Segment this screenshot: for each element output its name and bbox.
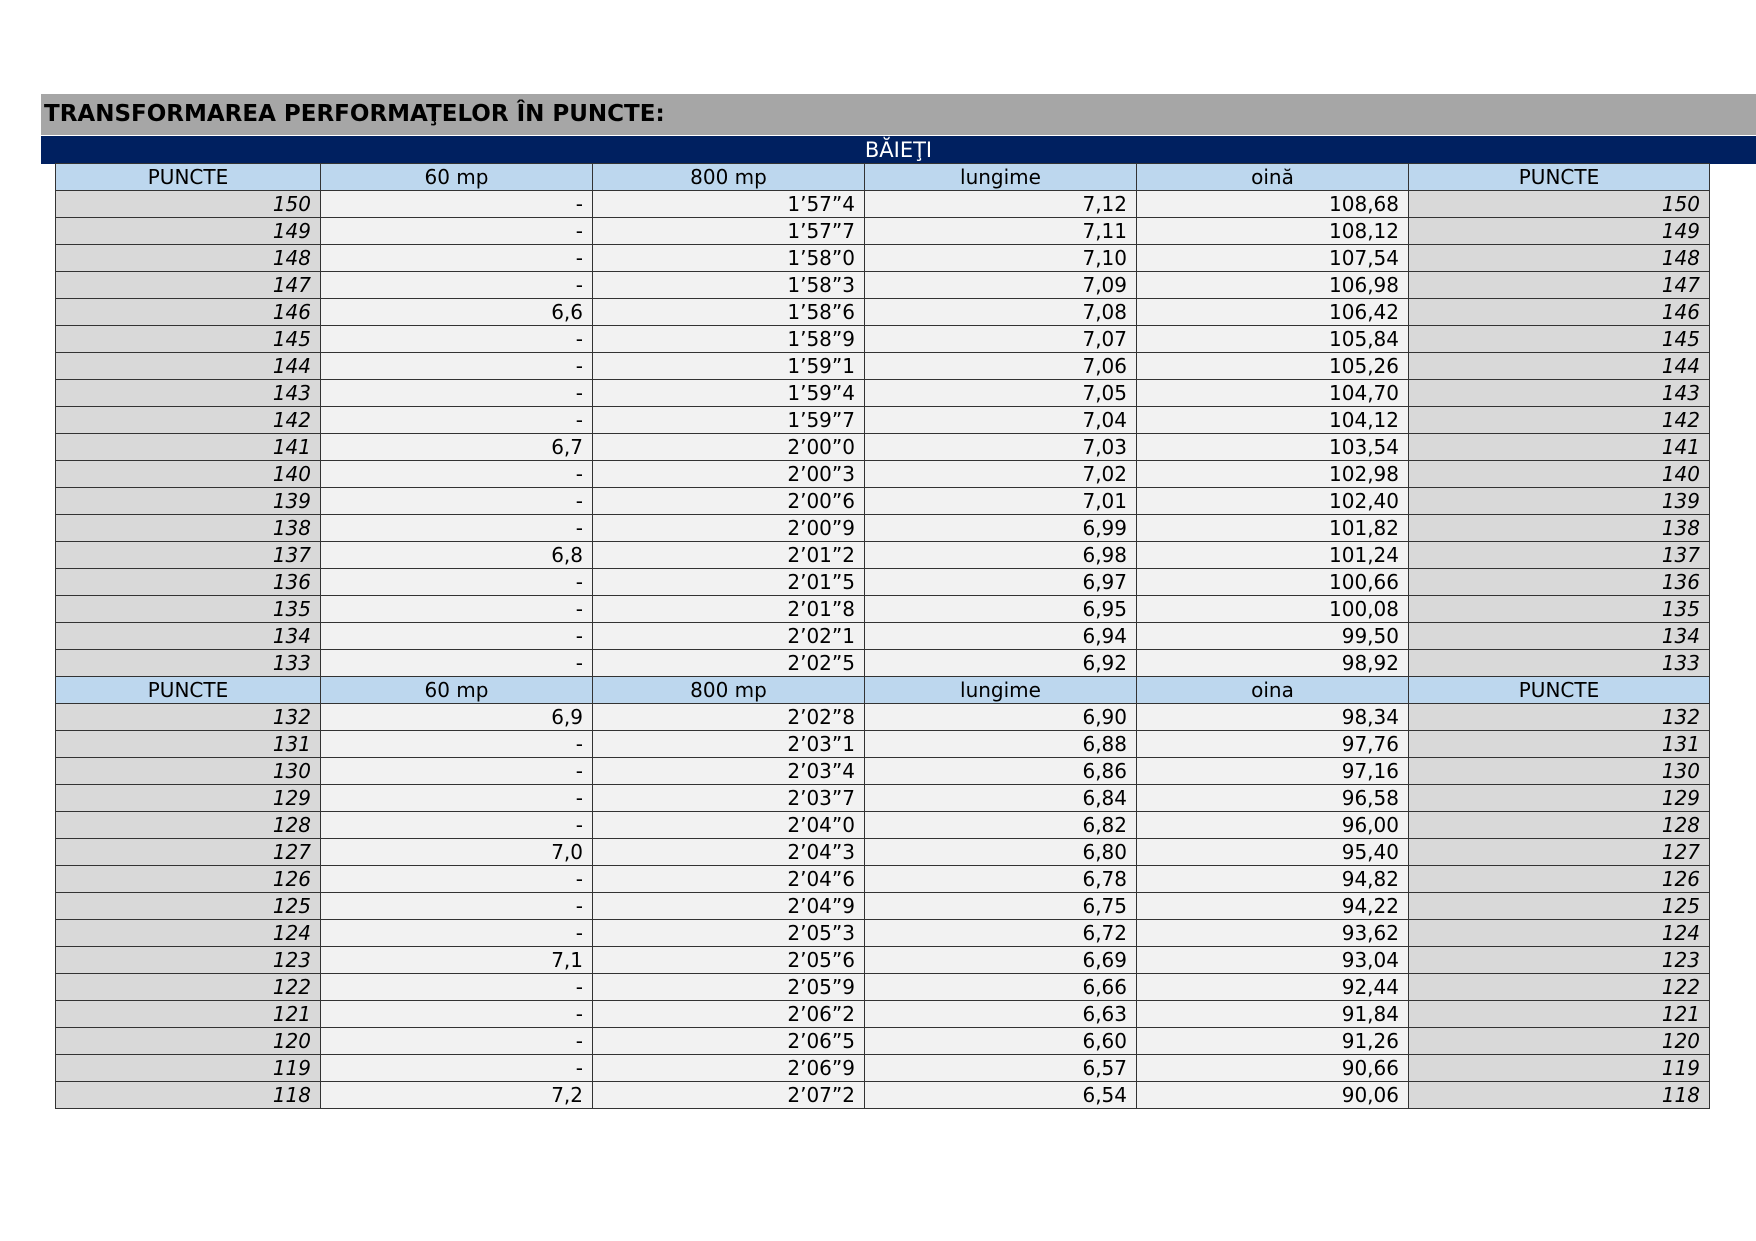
cell-points: 150 xyxy=(56,191,321,218)
cell-oina: 107,54 xyxy=(1137,245,1409,272)
cell-long-jump: 6,80 xyxy=(865,839,1137,866)
cell-800m: 2’06”9 xyxy=(593,1055,865,1082)
cell-points-right: 124 xyxy=(1409,920,1710,947)
cell-oina: 98,92 xyxy=(1137,650,1409,677)
cell-60m: - xyxy=(321,488,593,515)
table-row xyxy=(56,893,1710,920)
table-row xyxy=(56,245,1710,272)
column-header-long-jump: lungime xyxy=(865,677,1137,704)
table-row xyxy=(56,758,1710,785)
cell-800m: 1’58”0 xyxy=(593,245,865,272)
cell-points-right: 135 xyxy=(1409,596,1710,623)
cell-60m: - xyxy=(321,245,593,272)
cell-60m: - xyxy=(321,380,593,407)
cell-oina: 103,54 xyxy=(1137,434,1409,461)
cell-points-right: 139 xyxy=(1409,488,1710,515)
cell-60m: - xyxy=(321,812,593,839)
column-header-60m: 60 mp xyxy=(321,164,593,191)
cell-long-jump: 6,78 xyxy=(865,866,1137,893)
table-row xyxy=(56,515,1710,542)
cell-oina: 101,24 xyxy=(1137,542,1409,569)
cell-long-jump: 6,88 xyxy=(865,731,1137,758)
cell-points: 119 xyxy=(56,1055,321,1082)
cell-points-right: 122 xyxy=(1409,974,1710,1001)
cell-oina: 95,40 xyxy=(1137,839,1409,866)
table-row xyxy=(56,704,1710,731)
points-table xyxy=(55,163,1710,1109)
cell-60m: - xyxy=(321,569,593,596)
table-row xyxy=(56,1028,1710,1055)
table-row xyxy=(56,218,1710,245)
table-row xyxy=(56,191,1710,218)
table-row xyxy=(56,650,1710,677)
table-row xyxy=(56,272,1710,299)
cell-points-right: 123 xyxy=(1409,947,1710,974)
cell-points-right: 148 xyxy=(1409,245,1710,272)
cell-points-right: 130 xyxy=(1409,758,1710,785)
cell-800m: 2’02”5 xyxy=(593,650,865,677)
cell-800m: 2’02”8 xyxy=(593,704,865,731)
cell-60m: 6,8 xyxy=(321,542,593,569)
cell-points-right: 128 xyxy=(1409,812,1710,839)
cell-800m: 2’04”9 xyxy=(593,893,865,920)
cell-long-jump: 6,54 xyxy=(865,1082,1137,1109)
cell-long-jump: 6,66 xyxy=(865,974,1137,1001)
page-title: TRANSFORMAREA PERFORMAŢELOR ÎN PUNCTE: xyxy=(41,94,1756,135)
column-header-60m: 60 mp xyxy=(321,677,593,704)
cell-60m: 7,2 xyxy=(321,1082,593,1109)
cell-points: 125 xyxy=(56,893,321,920)
cell-points: 126 xyxy=(56,866,321,893)
cell-points: 147 xyxy=(56,272,321,299)
table-row xyxy=(56,866,1710,893)
column-header-points-right: PUNCTE xyxy=(1409,677,1710,704)
cell-oina: 100,08 xyxy=(1137,596,1409,623)
cell-long-jump: 7,08 xyxy=(865,299,1137,326)
cell-800m: 2’05”6 xyxy=(593,947,865,974)
cell-long-jump: 6,94 xyxy=(865,623,1137,650)
cell-points: 122 xyxy=(56,974,321,1001)
cell-points-right: 125 xyxy=(1409,893,1710,920)
cell-points: 118 xyxy=(56,1082,321,1109)
cell-long-jump: 7,01 xyxy=(865,488,1137,515)
cell-60m: 7,1 xyxy=(321,947,593,974)
cell-points: 139 xyxy=(56,488,321,515)
cell-oina: 94,82 xyxy=(1137,866,1409,893)
cell-points: 136 xyxy=(56,569,321,596)
cell-oina: 101,82 xyxy=(1137,515,1409,542)
cell-long-jump: 7,06 xyxy=(865,353,1137,380)
cell-points-right: 143 xyxy=(1409,380,1710,407)
cell-points: 148 xyxy=(56,245,321,272)
cell-points: 132 xyxy=(56,704,321,731)
column-header-800m: 800 mp xyxy=(593,164,865,191)
cell-60m: - xyxy=(321,758,593,785)
cell-60m: - xyxy=(321,353,593,380)
cell-800m: 2’04”3 xyxy=(593,839,865,866)
cell-long-jump: 6,82 xyxy=(865,812,1137,839)
cell-points-right: 146 xyxy=(1409,299,1710,326)
cell-long-jump: 6,60 xyxy=(865,1028,1137,1055)
cell-points-right: 126 xyxy=(1409,866,1710,893)
table-row xyxy=(56,623,1710,650)
cell-800m: 2’03”1 xyxy=(593,731,865,758)
cell-60m: - xyxy=(321,974,593,1001)
column-header-points: PUNCTE xyxy=(56,677,321,704)
cell-oina: 108,12 xyxy=(1137,218,1409,245)
table-row xyxy=(56,839,1710,866)
cell-long-jump: 6,92 xyxy=(865,650,1137,677)
cell-800m: 2’06”5 xyxy=(593,1028,865,1055)
cell-60m: 6,7 xyxy=(321,434,593,461)
cell-points-right: 121 xyxy=(1409,1001,1710,1028)
cell-oina: 104,12 xyxy=(1137,407,1409,434)
table-row xyxy=(56,380,1710,407)
table-row xyxy=(56,596,1710,623)
cell-oina: 97,76 xyxy=(1137,731,1409,758)
cell-800m: 2’06”2 xyxy=(593,1001,865,1028)
cell-long-jump: 7,11 xyxy=(865,218,1137,245)
cell-long-jump: 6,75 xyxy=(865,893,1137,920)
cell-points: 121 xyxy=(56,1001,321,1028)
cell-long-jump: 6,63 xyxy=(865,1001,1137,1028)
cell-long-jump: 6,57 xyxy=(865,1055,1137,1082)
cell-800m: 1’58”6 xyxy=(593,299,865,326)
cell-60m: - xyxy=(321,326,593,353)
cell-points-right: 137 xyxy=(1409,542,1710,569)
table-row xyxy=(56,1082,1710,1109)
cell-points: 124 xyxy=(56,920,321,947)
cell-points: 130 xyxy=(56,758,321,785)
cell-60m: 6,6 xyxy=(321,299,593,326)
cell-points-right: 138 xyxy=(1409,515,1710,542)
table-row xyxy=(56,920,1710,947)
cell-long-jump: 6,72 xyxy=(865,920,1137,947)
cell-oina: 92,44 xyxy=(1137,974,1409,1001)
column-header-points: PUNCTE xyxy=(56,164,321,191)
cell-oina: 97,16 xyxy=(1137,758,1409,785)
cell-oina: 93,62 xyxy=(1137,920,1409,947)
table-header-row xyxy=(56,677,1710,704)
cell-60m: 6,9 xyxy=(321,704,593,731)
cell-oina: 106,42 xyxy=(1137,299,1409,326)
cell-points-right: 133 xyxy=(1409,650,1710,677)
cell-points: 149 xyxy=(56,218,321,245)
cell-800m: 2’04”0 xyxy=(593,812,865,839)
cell-800m: 2’00”6 xyxy=(593,488,865,515)
cell-800m: 2’00”0 xyxy=(593,434,865,461)
cell-long-jump: 6,97 xyxy=(865,569,1137,596)
cell-long-jump: 6,90 xyxy=(865,704,1137,731)
table-row xyxy=(56,542,1710,569)
cell-long-jump: 7,04 xyxy=(865,407,1137,434)
cell-oina: 105,26 xyxy=(1137,353,1409,380)
cell-points: 123 xyxy=(56,947,321,974)
table-row xyxy=(56,812,1710,839)
cell-points: 143 xyxy=(56,380,321,407)
cell-long-jump: 6,95 xyxy=(865,596,1137,623)
cell-points: 144 xyxy=(56,353,321,380)
cell-points: 127 xyxy=(56,839,321,866)
cell-oina: 102,40 xyxy=(1137,488,1409,515)
cell-points-right: 131 xyxy=(1409,731,1710,758)
cell-800m: 1’59”4 xyxy=(593,380,865,407)
cell-points-right: 120 xyxy=(1409,1028,1710,1055)
table-row xyxy=(56,785,1710,812)
cell-long-jump: 6,69 xyxy=(865,947,1137,974)
cell-60m: - xyxy=(321,920,593,947)
table-row xyxy=(56,299,1710,326)
cell-points-right: 118 xyxy=(1409,1082,1710,1109)
cell-800m: 2’00”9 xyxy=(593,515,865,542)
points-table-body xyxy=(56,164,1710,1109)
cell-points-right: 147 xyxy=(1409,272,1710,299)
cell-60m: - xyxy=(321,893,593,920)
cell-points: 129 xyxy=(56,785,321,812)
cell-points: 141 xyxy=(56,434,321,461)
cell-60m: - xyxy=(321,191,593,218)
cell-points-right: 129 xyxy=(1409,785,1710,812)
column-header-long-jump: lungime xyxy=(865,164,1137,191)
table-row xyxy=(56,1001,1710,1028)
cell-60m: - xyxy=(321,1055,593,1082)
cell-points: 137 xyxy=(56,542,321,569)
table-row xyxy=(56,1055,1710,1082)
cell-oina: 91,84 xyxy=(1137,1001,1409,1028)
cell-points: 120 xyxy=(56,1028,321,1055)
column-header-800m: 800 mp xyxy=(593,677,865,704)
cell-800m: 1’58”9 xyxy=(593,326,865,353)
column-header-oina: oină xyxy=(1137,164,1409,191)
cell-800m: 2’03”4 xyxy=(593,758,865,785)
cell-800m: 2’02”1 xyxy=(593,623,865,650)
cell-oina: 93,04 xyxy=(1137,947,1409,974)
cell-long-jump: 7,05 xyxy=(865,380,1137,407)
cell-points-right: 142 xyxy=(1409,407,1710,434)
cell-oina: 104,70 xyxy=(1137,380,1409,407)
cell-60m: - xyxy=(321,515,593,542)
cell-points: 145 xyxy=(56,326,321,353)
cell-points: 135 xyxy=(56,596,321,623)
cell-800m: 1’58”3 xyxy=(593,272,865,299)
cell-800m: 2’01”8 xyxy=(593,596,865,623)
table-row xyxy=(56,353,1710,380)
cell-long-jump: 7,09 xyxy=(865,272,1137,299)
cell-800m: 1’57”7 xyxy=(593,218,865,245)
cell-points: 131 xyxy=(56,731,321,758)
table-row xyxy=(56,407,1710,434)
cell-800m: 2’01”5 xyxy=(593,569,865,596)
cell-long-jump: 6,99 xyxy=(865,515,1137,542)
cell-800m: 1’59”7 xyxy=(593,407,865,434)
cell-points: 133 xyxy=(56,650,321,677)
cell-800m: 2’03”7 xyxy=(593,785,865,812)
cell-points: 128 xyxy=(56,812,321,839)
cell-60m: 7,0 xyxy=(321,839,593,866)
table-row xyxy=(56,947,1710,974)
cell-points: 146 xyxy=(56,299,321,326)
cell-points-right: 149 xyxy=(1409,218,1710,245)
cell-points-right: 140 xyxy=(1409,461,1710,488)
cell-60m: - xyxy=(321,623,593,650)
cell-oina: 94,22 xyxy=(1137,893,1409,920)
cell-800m: 2’07”2 xyxy=(593,1082,865,1109)
table-row xyxy=(56,974,1710,1001)
section-header-boys: BĂIEŢI xyxy=(41,136,1756,164)
cell-long-jump: 7,07 xyxy=(865,326,1137,353)
cell-points: 142 xyxy=(56,407,321,434)
cell-800m: 2’05”9 xyxy=(593,974,865,1001)
table-row xyxy=(56,488,1710,515)
cell-800m: 1’59”1 xyxy=(593,353,865,380)
cell-oina: 106,98 xyxy=(1137,272,1409,299)
table-row xyxy=(56,569,1710,596)
cell-60m: - xyxy=(321,1001,593,1028)
table-row xyxy=(56,434,1710,461)
cell-800m: 2’04”6 xyxy=(593,866,865,893)
cell-60m: - xyxy=(321,407,593,434)
cell-long-jump: 7,02 xyxy=(865,461,1137,488)
cell-long-jump: 6,98 xyxy=(865,542,1137,569)
cell-points-right: 132 xyxy=(1409,704,1710,731)
cell-points-right: 119 xyxy=(1409,1055,1710,1082)
cell-oina: 90,66 xyxy=(1137,1055,1409,1082)
cell-points-right: 150 xyxy=(1409,191,1710,218)
cell-60m: - xyxy=(321,272,593,299)
table-row xyxy=(56,731,1710,758)
cell-60m: - xyxy=(321,596,593,623)
cell-points: 134 xyxy=(56,623,321,650)
cell-60m: - xyxy=(321,1028,593,1055)
cell-oina: 100,66 xyxy=(1137,569,1409,596)
cell-oina: 91,26 xyxy=(1137,1028,1409,1055)
cell-oina: 96,00 xyxy=(1137,812,1409,839)
cell-long-jump: 6,84 xyxy=(865,785,1137,812)
cell-60m: - xyxy=(321,461,593,488)
cell-60m: - xyxy=(321,785,593,812)
cell-oina: 98,34 xyxy=(1137,704,1409,731)
cell-800m: 2’00”3 xyxy=(593,461,865,488)
cell-points-right: 144 xyxy=(1409,353,1710,380)
cell-long-jump: 7,10 xyxy=(865,245,1137,272)
table-row xyxy=(56,326,1710,353)
cell-oina: 96,58 xyxy=(1137,785,1409,812)
column-header-points-right: PUNCTE xyxy=(1409,164,1710,191)
cell-60m: - xyxy=(321,218,593,245)
cell-oina: 99,50 xyxy=(1137,623,1409,650)
cell-points-right: 145 xyxy=(1409,326,1710,353)
cell-oina: 102,98 xyxy=(1137,461,1409,488)
cell-oina: 90,06 xyxy=(1137,1082,1409,1109)
cell-800m: 1’57”4 xyxy=(593,191,865,218)
cell-points-right: 136 xyxy=(1409,569,1710,596)
table-row xyxy=(56,461,1710,488)
cell-800m: 2’01”2 xyxy=(593,542,865,569)
cell-oina: 108,68 xyxy=(1137,191,1409,218)
cell-points: 138 xyxy=(56,515,321,542)
cell-60m: - xyxy=(321,866,593,893)
column-header-oina: oina xyxy=(1137,677,1409,704)
cell-long-jump: 6,86 xyxy=(865,758,1137,785)
cell-points-right: 127 xyxy=(1409,839,1710,866)
cell-800m: 2’05”3 xyxy=(593,920,865,947)
cell-points: 140 xyxy=(56,461,321,488)
cell-points-right: 141 xyxy=(1409,434,1710,461)
cell-long-jump: 7,12 xyxy=(865,191,1137,218)
cell-points-right: 134 xyxy=(1409,623,1710,650)
cell-60m: - xyxy=(321,650,593,677)
cell-long-jump: 7,03 xyxy=(865,434,1137,461)
cell-60m: - xyxy=(321,731,593,758)
cell-oina: 105,84 xyxy=(1137,326,1409,353)
table-header-row xyxy=(56,164,1710,191)
